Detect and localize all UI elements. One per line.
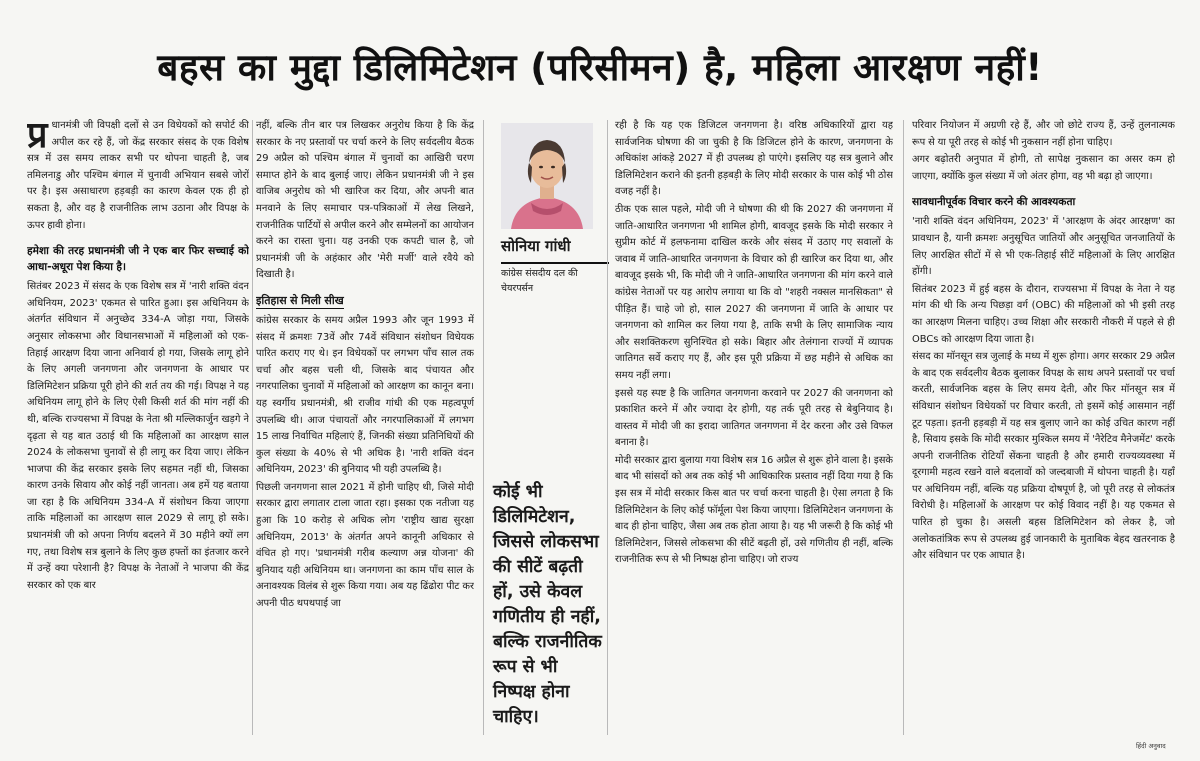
- paragraph: रही है कि यह एक डिजिटल जनगणना है। वरिष्ठ अधिकारियों द्वारा यह सार्वजनिक घोषणा की जा चुकी है कि डिजिटल होने के कारण, जनगणना के अधिकांश आंकड़े 2027 में ही उपलब्ध हो पाएंगे। इसलिए यह सत्र बुलाने और डिलिमिटेशन कराने की इतनी हड़बड़ी के लिए मोदी सरकार के पास कोई भी ठोस वजह नहीं है।: [615, 120, 893, 198]
- paragraph: कांग्रेस सरकार के समय अप्रैल 1993 और जून 1993 में संसद में क्रमशः 73वें और 74वें संविधान संशोधन विधेयक पारित कराए गए थे। इन विधेयकों पर लगभग पाँच साल तक चर्चा और बहस चली थी, जिसके बाद पंचायत और नगरपालिका चुनावों में महिलाओं को आरक्षण का कानून बना। यह स्वर्गीय प्रधानमंत्री, श्री राजीव गांधी की एक महत्वपूर्ण उपलब्धि थी। आज पंचायतों और नगरपालिकाओं में लगभग 15 लाख निर्वाचित महिलाएं हैं, जिनकी संख्या प्रतिनिधियों की कुल संख्या के 40% से भी अधिक है। 'नारी शक्ति वंदन अधिनियम, 2023' की बुनियाद भी यही उपलब्धि है।: [256, 314, 474, 476]
- drop-cap: प्र: [27, 118, 48, 156]
- portrait-image: [501, 123, 593, 229]
- paragraph: 'नारी शक्ति वंदन अधिनियम, 2023' में 'आरक्षण के अंदर आरक्षण' का प्रावधान है, यानी क्रमशः अनुसूचित जातियों और अनुसूचित जनजातियों के लिए आरक्षित सीटों में से भी एक-तिहाई सीटें महिलाओं के लिए आरक्षित होंगी।: [912, 216, 1175, 278]
- paragraph: अगर बढ़ोतरी अनुपात में होगी, तो सापेक्ष नुकसान का असर कम हो जाएगा, क्योंकि कुल संख्या में जो अंतर होगा, वह भी बढ़ा हो जाएगा।: [912, 154, 1175, 182]
- paragraph: सितंबर 2023 में हुई बहस के दौरान, राज्यसभा में विपक्ष के नेता ने यह मांग की थी कि अन्य पिछड़ा वर्ग (OBC) की महिलाओं को भी इसी तरह का आरक्षण मिलना चाहिए। उच्च शिक्षा और सरकारी नौकरी में पहले से ही OBCs को आरक्षण दिया जाता है।: [912, 283, 1175, 345]
- column-4: [615, 118, 893, 738]
- paragraph: मोदी सरकार द्वारा बुलाया गया विशेष सत्र 16 अप्रैल से शुरू होने वाला है। इसके बाद भी सांसदों को अब तक कोई भी आधिकारिक प्रस्ताव नहीं दिया गया है कि इस सत्र में मोदी सरकार किस बात पर चर्चा करना चाहती है। ऐसा लगता है कि डिलिमिटेशन के लिए कोई फॉर्मूला पेश किया जाएगा। डिलिमिटेशन जनगणना के बाद ही होना चाहिए, जैसा अब तक होता आया है। यह भी जरूरी है कि कोई भी डिलिमिटेशन, जिससे लोकसभा की सीटें बढ़ती हों, उसे गणितीय ही नहीं, बल्कि राजनीतिक रूप से भी निष्पक्ष होना चाहिए। जो राज्य: [615, 454, 893, 566]
- paragraph: पिछली जनगणना साल 2021 में होनी चाहिए थी, जिसे मोदी सरकार द्वारा लगातार टाला जाता रहा। इसका एक नतीजा यह हुआ कि 10 करोड़ से अधिक लोग 'राष्ट्रीय खाद्य सुरक्षा अधिनियम, 2013' के अंतर्गत अपने कानूनी अधिकार से वंचित हो गए। 'प्रधानमंत्री गरीब कल्याण अन्न योजना' की बुनियाद यही अधिनियम था। जनगणना का काम पाँच साल के अनावश्यक विलंब से शुरू किया गया। अब यह ढिंढोरा पीट कर अपनी पीठ थपथपाई जा: [256, 481, 474, 610]
- author-name: सोनिया गांधी: [501, 237, 571, 255]
- intro-text: धानमंत्री जी विपक्षी दलों से उन विधेयकों को सपोर्ट की अपील कर रहे हैं, जो केंद्र सरकार संसद के एक विशेष सत्र में उस समय लाकर सभी पर थोपना चाहती है, जब तमिलनाडु और पश्चिम बंगाल में चुनावी अभियान सबसे जोरों पर है। इस असाधारण हड़बड़ी का कारण केवल एक ही हो सकता है, और वह है राजनीतिक लाभ उठाना और विपक्ष के ऊपर हावी होना।: [27, 120, 249, 231]
- name-underline: [501, 262, 609, 264]
- pull-quote: कोई भी डिलिमिटेशन, जिससे लोकसभा की सीटें बढ़ती हों, उसे केवल गणितीय ही नहीं, बल्कि राजनीतिक रूप से भी निष्पक्ष होना चाहिए।: [493, 482, 602, 727]
- column-divider: [483, 120, 484, 735]
- column-divider: [252, 120, 253, 735]
- paragraph: परिवार नियोजन में अग्रणी रहे हैं, और जो छोटे राज्य हैं, उन्हें तुलनात्मक रूप से या पूरी तरह से कोई भी नुकसान नहीं होना चाहिए।: [912, 120, 1175, 148]
- column-divider: [903, 120, 904, 735]
- column-divider: [607, 120, 608, 735]
- paragraph: इससे यह स्पष्ट है कि जातिगत जनगणना करवाने पर 2027 की जनगणना को प्रकाशित करने में और ज्यादा देर होगी, यह तर्क पूरी तरह से बेबुनियाद है। वास्तव में मोदी जी का इरादा जातिगत जनगणना में देर करना और उसे विफल बनाना है।: [615, 387, 893, 449]
- column-5: [912, 118, 1175, 738]
- author-role: कांग्रेस संसदीय दल की चेयरपर्सन: [501, 268, 578, 294]
- subheading-careful-thought: सावधानीपूर्वक विचार करने की आवश्यकता: [912, 196, 1076, 209]
- subheading-history: इतिहास से मिली सीख: [256, 293, 344, 307]
- subheading-half-truth: हमेशा की तरह प्रधानमंत्री जी ने एक बार फिर सच्चाई को आधा-अधूरा पेश किया है।: [27, 245, 249, 274]
- translation-credit: हिंदी अनुवाद: [1136, 742, 1166, 750]
- column-2: [256, 118, 474, 738]
- headline: बहस का मुद्दा डिलिमिटेशन (परिसीमन) है, महिला आरक्षण नहीं!: [157, 46, 1043, 89]
- paragraph: संसद का मॉनसून सत्र जुलाई के मध्य में शुरू होगा। अगर सरकार 29 अप्रैल के बाद एक सर्वदलीय बैठक बुलाकर विपक्ष के साथ अपने प्रस्तावों पर चर्चा करती, सार्वजनिक बहस के लिए समय देती, और फिर मॉनसून सत्र में संविधान संशोधन विधेयकों पर विचार करती, तो इसमें कोई आसमान नहीं टूट पड़ता। इतनी हड़बड़ी में यह सत्र बुलाए जाने का कोई उचित कारण नहीं है, सिवाय इसके कि मोदी सरकार मुश्किल समय में 'नैरेटिव मैनेजमेंट' करके अपनी राजनीतिक रोटियाँ सेंकना चाहती है और हमारी राज्यव्यवस्था में दूरगामी महत्व रखने वाले बदलावों को जल्दबाजी में थोपना चाहती है। यहाँ पर अधिनियम नहीं, बल्कि यह प्रक्रिया दोषपूर्ण है, जो पूरी तरह से लोकतंत्र विरोधी है। महिलाओं के आरक्षण पर कोई विवाद नहीं है। यह एकमत से पारित हो चुका है। असली बहस डिलिमिटेशन को लेकर है, जो अलोकतांत्रिक रूप से उपलब्ध हुई जानकारी के मुताबिक बेहद खतरनाक है और संविधान पर एक आघात है।: [912, 351, 1175, 562]
- paragraph: सितंबर 2023 में संसद के एक विशेष सत्र में 'नारी शक्ति वंदन अधिनियम, 2023' एकमत से पारित हुआ। इस अधिनियम के अंतर्गत संविधान में अनुच्छेद 334-A जोड़ा गया, जिसके अनुसार लोकसभा और विधानसभाओं में महिलाओं को एक-तिहाई आरक्षण दिया जाना अनिवार्य हो गया, जिसके लागू होने के लिए अगली जनगणना और जनगणना के आधार पर डिलिमिटेशन प्रक्रिया पूरी होने की शर्त तय की गई। विपक्ष ने यह अधिनियम लागू होने के लिए ऐसी किसी शर्त की मांग नहीं की थी, बल्कि राज्यसभा में विपक्ष के नेता श्री मल्लिकार्जुन खड़गे ने दृढ़ता से यह बात उठाई थी कि महिलाओं का आरक्षण साल 2024 के लोकसभा चुनावों से ही लागू कर दिया जाए। लेकिन भाजपा की केंद्र सरकार इसके लिए सहमत नहीं थी, जिसका कारण उनके सिवाय और कोई नहीं जानता। अब हमें यह बताया जा रहा है कि अधिनियम 334-A में संशोधन किया जाएगा ताकि महिलाओं का आरक्षण साल 2029 से लागू हो सके। प्रधानमंत्री जी को अपना निर्णय बदलने में 30 महीने क्यों लग गए, तथा विशेष सत्र बुलाने के लिए कुछ हफ्तों का इंतजार करने में उन्हें क्या परेशानी है? विपक्ष के नेताओं ने भाजपा की केंद्र सरकार को एक बार: [27, 281, 249, 591]
- paragraph: नहीं, बल्कि तीन बार पत्र लिखकर अनुरोध किया है कि केंद्र सरकार के नए प्रस्तावों पर चर्चा करने के लिए सर्वदलीय बैठक 29 अप्रैल को पश्चिम बंगाल में चुनावों का आखिरी चरण समाप्त होने के बाद बुलाई जाए। लेकिन प्रधानमंत्री जी ने इस वाजिब अनुरोध को भी खारिज कर दिया, और अपनी बात मनवाने के लिए समाचार पत्र-पत्रिकाओं में लेख लिखने, राजनीतिक पार्टियों से अपील करने और सम्मेलनों का आयोजन करने का रास्ता चुना। यह उनकी एक कपटी चाल है, जो प्रधानमंत्री जी के अहंकार और 'मेरी मर्जी' वाले रवैये को दिखाती है।: [256, 120, 474, 281]
- intro-paragraph: [27, 118, 249, 234]
- column-1: [27, 118, 249, 738]
- paragraph: ठीक एक साल पहले, मोदी जी ने घोषणा की थी कि 2027 की जनगणना में जाति-आधारित जनगणना भी शामिल होगी, बावजूद इसके कि मोदी सरकार ने सुप्रीम कोर्ट में हलफनामा दाखिल करके और संसद में उठाए गए सवालों के जवाब में जाति-आधारित जनगणना के विचार को ही खारिज कर दिया था, और बावजूद इसके भी, कि मोदी जी ने जाति-आधारित जनगणना की मांग करने वाले कांग्रेस नेताओं पर यह आरोप लगाया था कि वो "शहरी नक्सल मानसिकता" से पीड़ित हैं। चाहे जो हो, साल 2027 की जनगणना में जाति के आधार पर जनगणना को शामिल कर लिया गया है, ताकि सभी के लिए सामाजिक न्याय और सशक्तिकरण सुनिश्चित हो सके। बिहार और तेलंगाना राज्यों में व्यापक जातिगत सर्वे कराए गए हैं, और इस पूरी प्रक्रिया में छह महीने से अधिक का समय नहीं लगा।: [615, 203, 893, 381]
- author-photo: [501, 123, 593, 229]
